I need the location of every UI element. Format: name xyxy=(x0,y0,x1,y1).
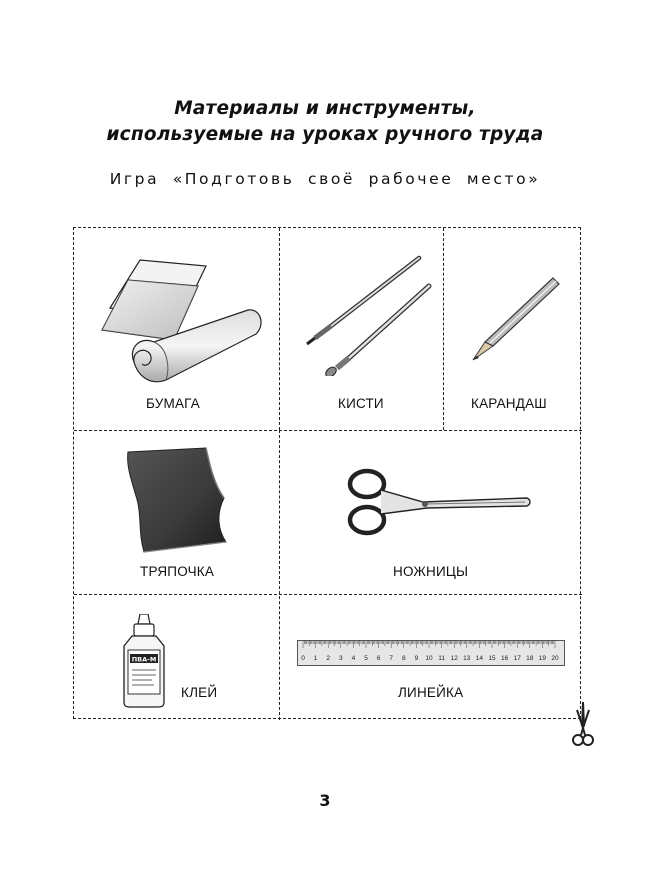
ruler-tick-label: 20 xyxy=(551,655,559,662)
card-label: НОЖНИЦЫ xyxy=(393,564,469,579)
card-label: ТРЯПОЧКА xyxy=(140,564,215,579)
card-label: КАРАНДАШ xyxy=(471,396,547,411)
ruler-tick-label: 0 xyxy=(301,655,305,662)
title-line-2: используемые на уроках ручного труда xyxy=(106,124,544,145)
game-subtitle: Игра «Подготовь своё рабочее место» xyxy=(109,170,541,188)
card-brushes[interactable] xyxy=(279,228,443,430)
cut-scissors-icon xyxy=(571,700,595,750)
ruler-tick-label: 17 xyxy=(513,655,521,662)
ruler-tick-label: 18 xyxy=(526,655,534,662)
card-rag[interactable] xyxy=(74,430,279,594)
pencil-icon xyxy=(461,270,561,370)
ruler-tick-label: 2 xyxy=(326,655,331,662)
card-label: КИСТИ xyxy=(338,396,384,411)
rag-icon xyxy=(122,444,232,556)
card-ruler[interactable] xyxy=(279,594,582,720)
card-label: ЛИНЕЙКА xyxy=(398,685,464,700)
ruler-tick-label: 12 xyxy=(450,655,458,662)
ruler-tick-label: 6 xyxy=(376,655,381,662)
card-pencil[interactable] xyxy=(443,228,582,430)
glue-label-text: ПВА-М xyxy=(131,655,157,664)
card-paper[interactable] xyxy=(74,228,279,430)
page-title xyxy=(0,96,650,148)
ruler-scale xyxy=(297,640,565,666)
ruler-tick-label: 7 xyxy=(389,655,394,662)
card-label: БУМАГА xyxy=(146,396,200,411)
scissors-icon xyxy=(345,464,531,544)
page-number: 3 xyxy=(319,791,331,810)
ruler-tick-label: 11 xyxy=(438,655,445,662)
ruler-tick-label: 5 xyxy=(364,655,368,662)
ruler-tick-label: 13 xyxy=(463,655,471,662)
title-line-1: Материалы и инструменты, xyxy=(174,98,476,119)
ruler-tick-label: 8 xyxy=(401,655,406,662)
ruler-tick-label: 19 xyxy=(538,655,547,662)
brushes-icon xyxy=(291,246,441,376)
card-scissors[interactable] xyxy=(279,430,582,594)
ruler-tick-label: 14 xyxy=(475,655,484,662)
ruler-tick-label: 3 xyxy=(338,655,343,662)
ruler-tick-label: 16 xyxy=(500,655,509,662)
ruler-icon xyxy=(297,640,565,666)
cards-grid xyxy=(73,227,581,719)
paper-icon xyxy=(88,250,263,390)
ruler-tick-label: 4 xyxy=(351,655,356,662)
card-glue[interactable] xyxy=(74,594,279,720)
ruler-tick-label: 10 xyxy=(425,655,433,662)
ruler-tick-label: 9 xyxy=(414,655,419,662)
glue-bottle-icon xyxy=(118,614,170,708)
ruler-tick-label: 1 xyxy=(313,655,318,662)
ruler-tick-label: 15 xyxy=(488,655,496,662)
card-label: КЛЕЙ xyxy=(181,685,218,700)
